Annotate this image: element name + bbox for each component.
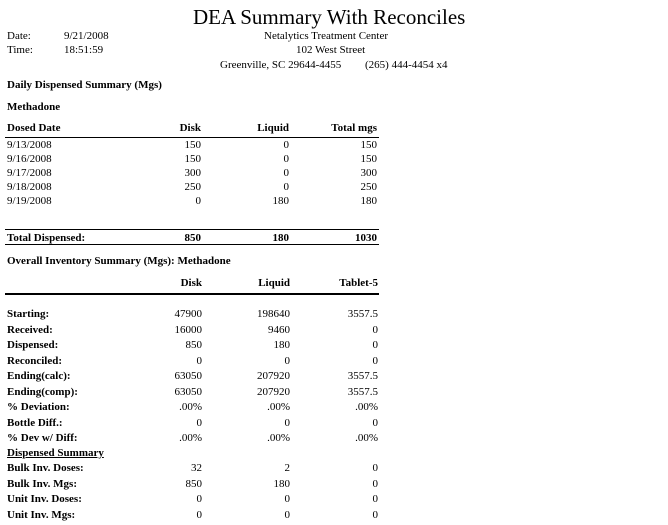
dispensed-row-tablet: 0 [372, 477, 378, 490]
daily-row-liquid: 0 [283, 167, 289, 179]
dispensed-row-liquid: 2 [284, 462, 290, 474]
daily-row-liquid: 0 [283, 181, 289, 193]
inventory-header-liquid: Liquid [258, 277, 290, 289]
inventory-row-tablet: 3557.5 [347, 370, 378, 382]
daily-row-total: 180 [360, 195, 377, 207]
dispensed-row-disk: 0 [196, 493, 202, 505]
inventory-row-label: Dispensed: [7, 339, 59, 351]
daily-drug-name: Methadone [7, 101, 61, 113]
daily-total-liquid: 180 [272, 232, 289, 244]
inventory-row-liquid: 180 [273, 339, 290, 351]
inventory-row-liquid: 0 [284, 354, 290, 367]
inventory-row-tablet: 0 [372, 354, 378, 367]
daily-total-sum: 1030 [355, 232, 377, 244]
inventory-row-label: Ending(calc): [7, 370, 71, 382]
inventory-row-label: Ending(comp): [7, 385, 78, 398]
org-phone: (265) 444-4454 x4 [365, 59, 448, 71]
inventory-row-tablet: 0 [372, 416, 378, 429]
inventory-row-tablet: 0 [372, 323, 378, 336]
inventory-row-tablet: 0 [372, 339, 378, 351]
daily-row-disk: 150 [184, 153, 201, 165]
inventory-row-disk: 850 [185, 339, 202, 351]
daily-header-total: Total mgs [331, 122, 377, 134]
inventory-row-disk: 16000 [174, 323, 202, 336]
inventory-row-liquid: 207920 [257, 385, 290, 398]
daily-row-date: 9/18/2008 [7, 181, 52, 193]
inventory-row-liquid: 207920 [257, 370, 290, 382]
dispensed-row-tablet: 0 [372, 493, 378, 505]
inventory-row-liquid: .00% [267, 432, 290, 444]
inventory-row-liquid: 198640 [257, 308, 290, 320]
org-city: Greenville, SC 29644-4455 [220, 59, 342, 71]
daily-row-liquid: 0 [283, 139, 289, 151]
daily-row-total: 150 [360, 139, 377, 151]
dispensed-row-label: Bulk Inv. Doses: [7, 462, 84, 474]
dispensed-row-tablet: 0 [372, 462, 378, 474]
dispensed-row-label: Unit Inv. Mgs: [7, 508, 76, 521]
daily-total-rule-bottom [5, 244, 379, 245]
inventory-row-label: % Deviation: [7, 401, 70, 413]
dispensed-summary-label: Dispensed Summary [7, 447, 104, 459]
inventory-row-label: Received: [7, 323, 53, 336]
inventory-section-title: Overall Inventory Summary (Mgs): Methadone [7, 255, 231, 267]
date-label: Date: [7, 30, 31, 42]
dispensed-row-tablet: 0 [372, 508, 378, 521]
inventory-row-tablet: .00% [355, 432, 378, 444]
inventory-header-tablet: Tablet-5 [339, 277, 378, 289]
inventory-row-tablet: .00% [355, 401, 378, 413]
daily-row-liquid: 180 [272, 195, 289, 207]
inventory-row-liquid: 0 [284, 416, 290, 429]
time-value: 18:51:59 [64, 44, 104, 56]
dispensed-row-disk: 0 [196, 508, 202, 521]
daily-row-liquid: 0 [283, 153, 289, 165]
inventory-row-tablet: 3557.5 [347, 308, 378, 320]
daily-total-disk: 850 [184, 232, 201, 244]
dispensed-row-disk: 32 [191, 462, 202, 474]
inventory-row-label: % Dev w/ Diff: [7, 432, 78, 444]
inventory-row-label: Reconciled: [7, 354, 62, 367]
inventory-row-liquid: 9460 [268, 323, 290, 336]
inventory-row-disk: 63050 [174, 370, 202, 382]
inventory-header-disk: Disk [180, 277, 202, 289]
inventory-row-disk: .00% [179, 401, 202, 413]
daily-total-rule-top [5, 229, 379, 230]
daily-section-title: Daily Dispensed Summary (Mgs) [7, 79, 162, 91]
dispensed-row-label: Unit Inv. Doses: [7, 493, 82, 505]
daily-row-disk: 150 [184, 139, 201, 151]
inventory-row-label: Bottle Diff.: [7, 416, 63, 429]
daily-header-rule [5, 137, 379, 138]
time-label: Time: [7, 44, 33, 56]
daily-row-date: 9/13/2008 [7, 139, 52, 151]
daily-row-total: 150 [360, 153, 377, 165]
daily-total-label: Total Dispensed: [7, 232, 86, 244]
inventory-row-disk: 0 [196, 354, 202, 367]
daily-row-disk: 0 [195, 195, 201, 207]
dispensed-row-liquid: 0 [284, 493, 290, 505]
daily-row-date: 9/19/2008 [7, 195, 52, 207]
report-title: DEA Summary With Reconciles [193, 5, 466, 29]
daily-row-disk: 250 [184, 181, 201, 193]
daily-row-disk: 300 [184, 167, 201, 179]
dispensed-row-label: Bulk Inv. Mgs: [7, 477, 77, 490]
inventory-row-disk: .00% [179, 432, 202, 444]
daily-row-date: 9/17/2008 [7, 167, 52, 179]
inventory-header-rule [5, 293, 379, 295]
daily-row-date: 9/16/2008 [7, 153, 52, 165]
dispensed-row-liquid: 0 [284, 508, 290, 521]
daily-header-dosed-date: Dosed Date [7, 122, 61, 134]
inventory-row-liquid: .00% [267, 401, 290, 413]
daily-header-liquid: Liquid [257, 122, 289, 134]
dispensed-row-disk: 850 [185, 477, 202, 490]
date-value: 9/21/2008 [64, 30, 109, 42]
dispensed-row-liquid: 180 [273, 477, 290, 490]
inventory-row-disk: 0 [196, 416, 202, 429]
inventory-row-label: Starting: [7, 308, 50, 320]
daily-row-total: 300 [360, 167, 377, 179]
daily-row-total: 250 [360, 181, 377, 193]
inventory-row-tablet: 3557.5 [347, 385, 378, 398]
daily-header-disk: Disk [179, 122, 201, 134]
inventory-row-disk: 63050 [174, 385, 202, 398]
org-street: 102 West Street [296, 44, 366, 56]
inventory-row-disk: 47900 [174, 308, 202, 320]
org-name: Netalytics Treatment Center [264, 30, 389, 42]
